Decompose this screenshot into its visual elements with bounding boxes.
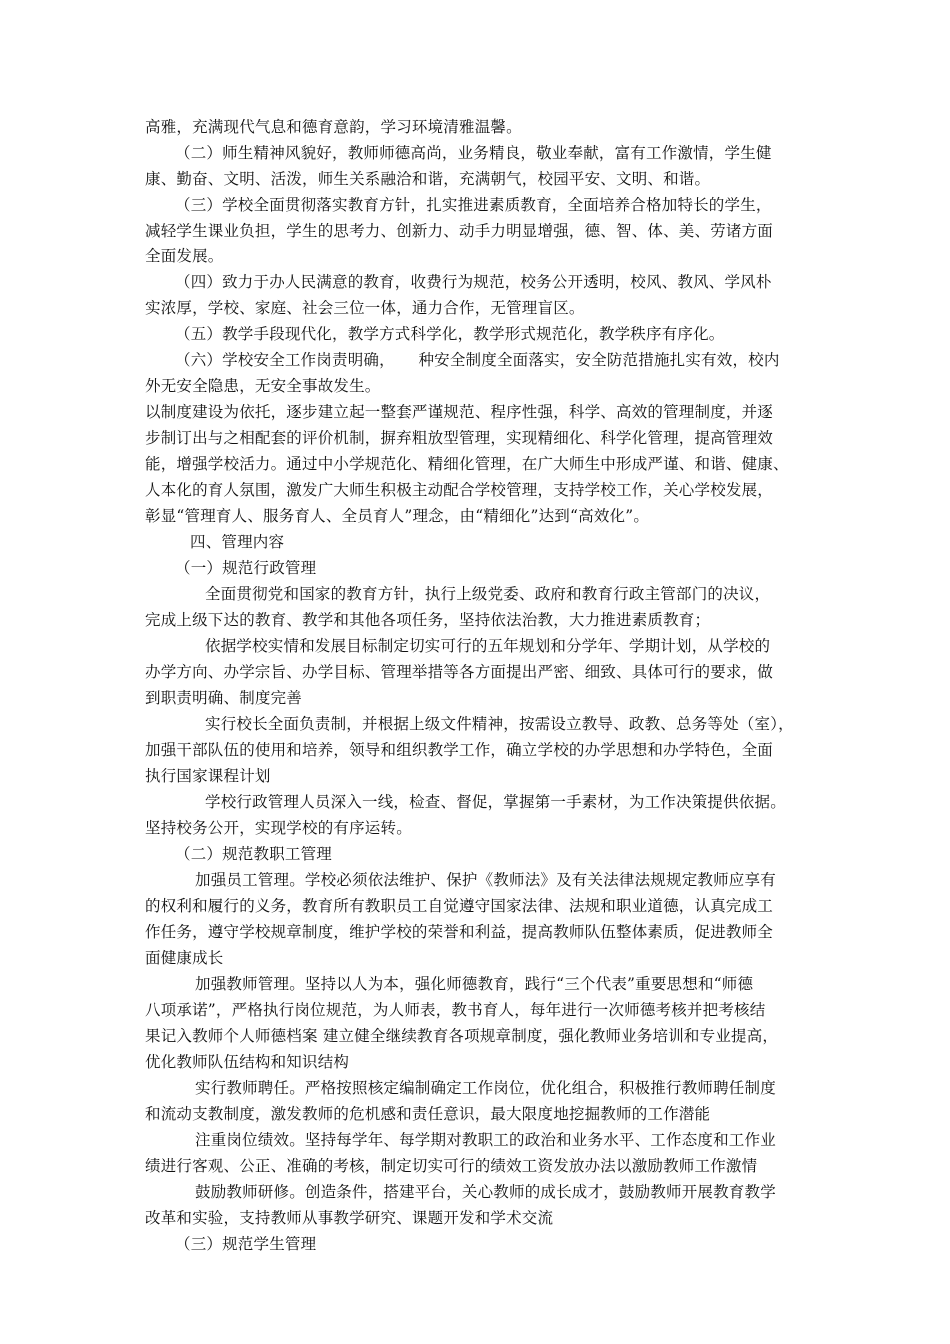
text-line: 绩进行客观、公正、准确的考核，制定切实可行的绩效工资发放办法以激励教师工作激情: [145, 1157, 758, 1175]
text-line: 作任务，遵守学校规章制度，维护学校的荣誉和利益，提高教师队伍整体素质，促进教师全: [145, 923, 774, 941]
section-heading: 四、管理内容: [190, 533, 285, 551]
subsection-heading: （三）规范学生管理: [175, 1235, 317, 1253]
text-line: 加强员工管理。学校必须依法维护、保护《教师法》及有关法律法规规定教师应享有: [195, 871, 776, 889]
text-line: 八项承诺”，严格执行岗位规范，为人师表，教书育人，每年进行一次师德考核并把考核结: [145, 1001, 766, 1019]
text-line: 彰显“管理育人、服务育人、全员育人”理念，由“精细化”达到“高效化”。: [145, 507, 650, 525]
text-line: 高雅，充满现代气息和德育意韵，学习环境清雅温馨。: [145, 118, 522, 136]
text-line: 实行校长全面负责制，并根据上级文件精神，按需设立教导、政教、总务等处（室），: [205, 715, 794, 733]
subsection-heading: （二）规范教职工管理: [175, 845, 333, 863]
text-line: 加强干部队伍的使用和培养，领导和组织教学工作，确立学校的办学思想和办学特色，全面: [145, 741, 774, 759]
text-line: 康、勤奋、文明、活泼，师生关系融洽和谐，充满朝气，校园平安、文明、和谐。: [145, 170, 711, 188]
text-line: 注重岗位绩效。坚持每学年、每学期对教职工的政治和业务水平、工作态度和工作业: [195, 1131, 776, 1149]
text-line: 鼓励教师研修。创造条件，搭建平台，关心教师的成长成才，鼓励教师开展教育教学: [195, 1183, 776, 1201]
text-line: 以制度建设为依托，逐步建立起一整套严谨规范、程序性强，科学、高效的管理制度，并逐: [145, 403, 774, 421]
text-line: 坚持校务公开，实现学校的有序运转。: [145, 819, 412, 837]
text-line: 办学方向、办学宗旨、办学目标、管理举措等各方面提出严密、细致、具体可行的要求，做: [145, 663, 774, 681]
text-line: 全面发展。: [145, 247, 224, 265]
text-line: 能，增强学校活力。通过中小学规范化、精细化管理，在广大师生中形成严谨、和谐、健康、: [145, 455, 789, 473]
text-line: 人本化的育人氛围，激发广大师生积极主动配合学校管理，支持学校工作，关心学校发展，: [145, 481, 774, 499]
text-line: （三）学校全面贯彻落实教育方针，扎实推进素质教育，全面培养合格加特长的学生，: [175, 196, 772, 214]
text-line: 全面贯彻党和国家的教育方针，执行上级党委、政府和教育行政主管部门的决议，: [205, 585, 771, 603]
text-line: 步制订出与之相配套的评价机制，摒弃粗放型管理，实现精细化、科学化管理，提高管理效: [145, 429, 774, 447]
text-line: 到职责明确、制度完善: [145, 689, 303, 707]
text-line: 外无安全隐患，无安全事故发生。: [145, 377, 381, 395]
text-line: 实浓厚，学校、家庭、社会三位一体，通力合作，无管理盲区。: [145, 299, 585, 317]
text-line: （五）教学手段现代化，教学方式科学化，教学形式规范化，教学秩序有序化。: [175, 325, 725, 343]
text-line: 实行教师聘任。严格按照核定编制确定工作岗位，优化组合，积极推行教师聘任制度: [195, 1079, 776, 1097]
text-line: （二）师生精神风貌好，教师师德高尚，业务精良，敬业奉献，富有工作激情，学生健: [175, 144, 772, 162]
text-line: 和流动支教制度，激发教师的危机感和责任意识，最大限度地挖掘教师的工作潜能: [145, 1105, 711, 1123]
text-line: 的权利和履行的义务，教育所有教职员工自觉遵守国家法律、法规和职业道德，认真完成工: [145, 897, 774, 915]
text-line: （四）致力于办人民满意的教育，收费行为规范，校务公开透明，校风、教风、学风朴: [175, 273, 772, 291]
text-line: 果记入教师个人师德档案 建立健全继续教育各项规章制度，强化教师业务培训和专业提高，: [145, 1027, 779, 1045]
subsection-heading: （一）规范行政管理: [175, 559, 317, 577]
text-line: 改革和实验，支持教师从事教学研究、课题开发和学术交流: [145, 1209, 554, 1227]
text-line: 依据学校实情和发展目标制定切实可行的五年规划和分学年、学期计划，从学校的: [205, 637, 771, 655]
text-line: 执行国家课程计划: [145, 767, 271, 785]
text-line: 面健康成长: [145, 949, 224, 967]
text-line: 优化教师队伍结构和知识结构: [145, 1053, 350, 1071]
text-line: 学校行政管理人员深入一线，检查、督促，掌握第一手素材，为工作决策提供依据。: [205, 793, 786, 811]
text-line: 减轻学生课业负担，学生的思考力、创新力、动手力明显增强，德、智、体、美、劳诸方面: [145, 222, 774, 240]
text-line: （六）学校安全工作岗责明确， 种安全制度全面落实，安全防范措施扎实有效，校内: [175, 351, 780, 369]
text-line: 加强教师管理。坚持以人为本，强化师德教育，践行“三个代表”重要思想和“师德: [195, 975, 754, 993]
text-line: 完成上级下达的教育、教学和其他各项任务，坚持依法治教，大力推进素质教育；: [145, 611, 711, 629]
